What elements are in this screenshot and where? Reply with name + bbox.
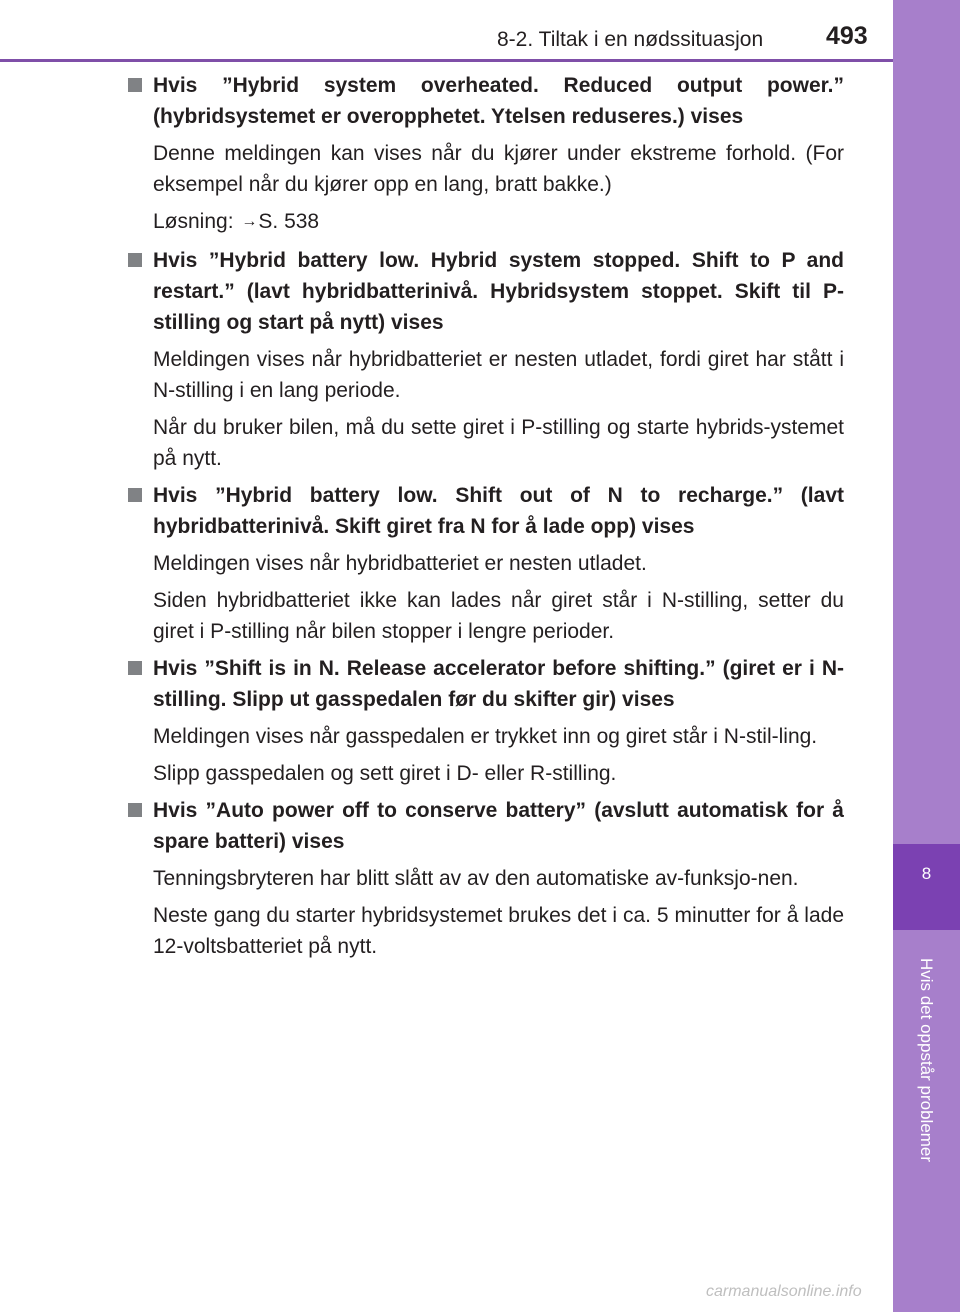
item-heading	[128, 653, 844, 715]
item-heading-text: Hvis ”Hybrid system overheated. Reduced output power.” (hybridsystemet er overopphetet. Ytelsen reduseres.) vises	[153, 74, 844, 128]
solution-line	[128, 206, 844, 239]
item-paragraph: Neste gang du starter hybridsystemet brukes det i ca. 5 minutter for å lade 12-voltsbatteriet på nytt.	[153, 904, 844, 958]
chapter-title: Hvis det oppstår problemer	[917, 957, 936, 1163]
square-bullet-icon	[128, 78, 142, 92]
item-paragraph: Siden hybridbatteriet ikke kan lades når giret står i N-stilling, setter du giret i P-stilling når bilen stopper i lengre perioder.	[153, 589, 844, 643]
item-paragraph: Meldingen vises når hybridbatteriet er nesten utladet, fordi giret har stått i N-stilling i en lang periode.	[153, 348, 844, 402]
item-paragraph: Tenningsbryteren har blitt slått av av den automatiske av-funksjo-nen.	[153, 867, 799, 890]
solution-label: Løsning:	[153, 210, 234, 233]
list-item	[128, 70, 844, 239]
section-title: 8-2. Tiltak i en nødssituasjon	[497, 28, 764, 51]
item-paragraph: Meldingen vises når gasspedalen er trykket inn og giret står i N-stil-ling.	[153, 725, 818, 748]
item-paragraph: Meldingen vises når hybridbatteriet er nesten utladet.	[153, 552, 647, 575]
square-bullet-icon	[128, 253, 142, 267]
header-divider	[0, 59, 893, 62]
list-item	[128, 795, 844, 962]
square-bullet-icon	[128, 661, 142, 675]
list-item	[128, 653, 844, 789]
item-paragraph: Slipp gasspedalen og sett giret i D- eller R-stilling.	[153, 762, 617, 785]
page-number: 493	[826, 22, 868, 50]
page-reference-arrow-icon: →	[241, 213, 258, 230]
main-content	[128, 70, 844, 968]
item-paragraph: Når du bruker bilen, må du sette giret i P-stilling og starte hybrids-ystemet på nytt.	[153, 416, 844, 470]
item-heading-text: Hvis ”Hybrid battery low. Shift out of N to recharge.” (lavt hybridbatterinivå. Skift giret fra N for å lade opp) vises	[153, 484, 844, 538]
item-heading-text: Hvis ”Hybrid battery low. Hybrid system stopped. Shift to P and restart.” (lavt hybridbatterinivå. Hybridsystem stoppet. Skift til P-stilling og start på nytt) vises	[153, 249, 844, 334]
chapter-number: 8	[921, 864, 932, 883]
item-heading-text: Hvis ”Auto power off to conserve battery” (avslutt automatisk for å spare batteri) vises	[153, 799, 844, 853]
square-bullet-icon	[128, 488, 142, 502]
item-heading-text: Hvis ”Shift is in N. Release accelerator before shifting.” (giret er i N-stilling. Slipp ut gasspedalen før du skifter gir) vises	[153, 657, 844, 711]
square-bullet-icon	[128, 803, 142, 817]
solution-page-link[interactable]: S. 538	[258, 210, 320, 233]
item-heading	[128, 795, 844, 857]
list-item	[128, 480, 844, 647]
item-heading	[128, 245, 844, 338]
item-heading	[128, 70, 844, 132]
watermark: carmanualsonline.info	[706, 1283, 862, 1300]
list-item	[128, 245, 844, 474]
chapter-side-tab	[893, 0, 960, 1312]
item-heading	[128, 480, 844, 542]
item-paragraph: Denne meldingen kan vises når du kjører under ekstreme forhold. (For eksempel når du kjører opp en lang, bratt bakke.)	[153, 142, 844, 196]
